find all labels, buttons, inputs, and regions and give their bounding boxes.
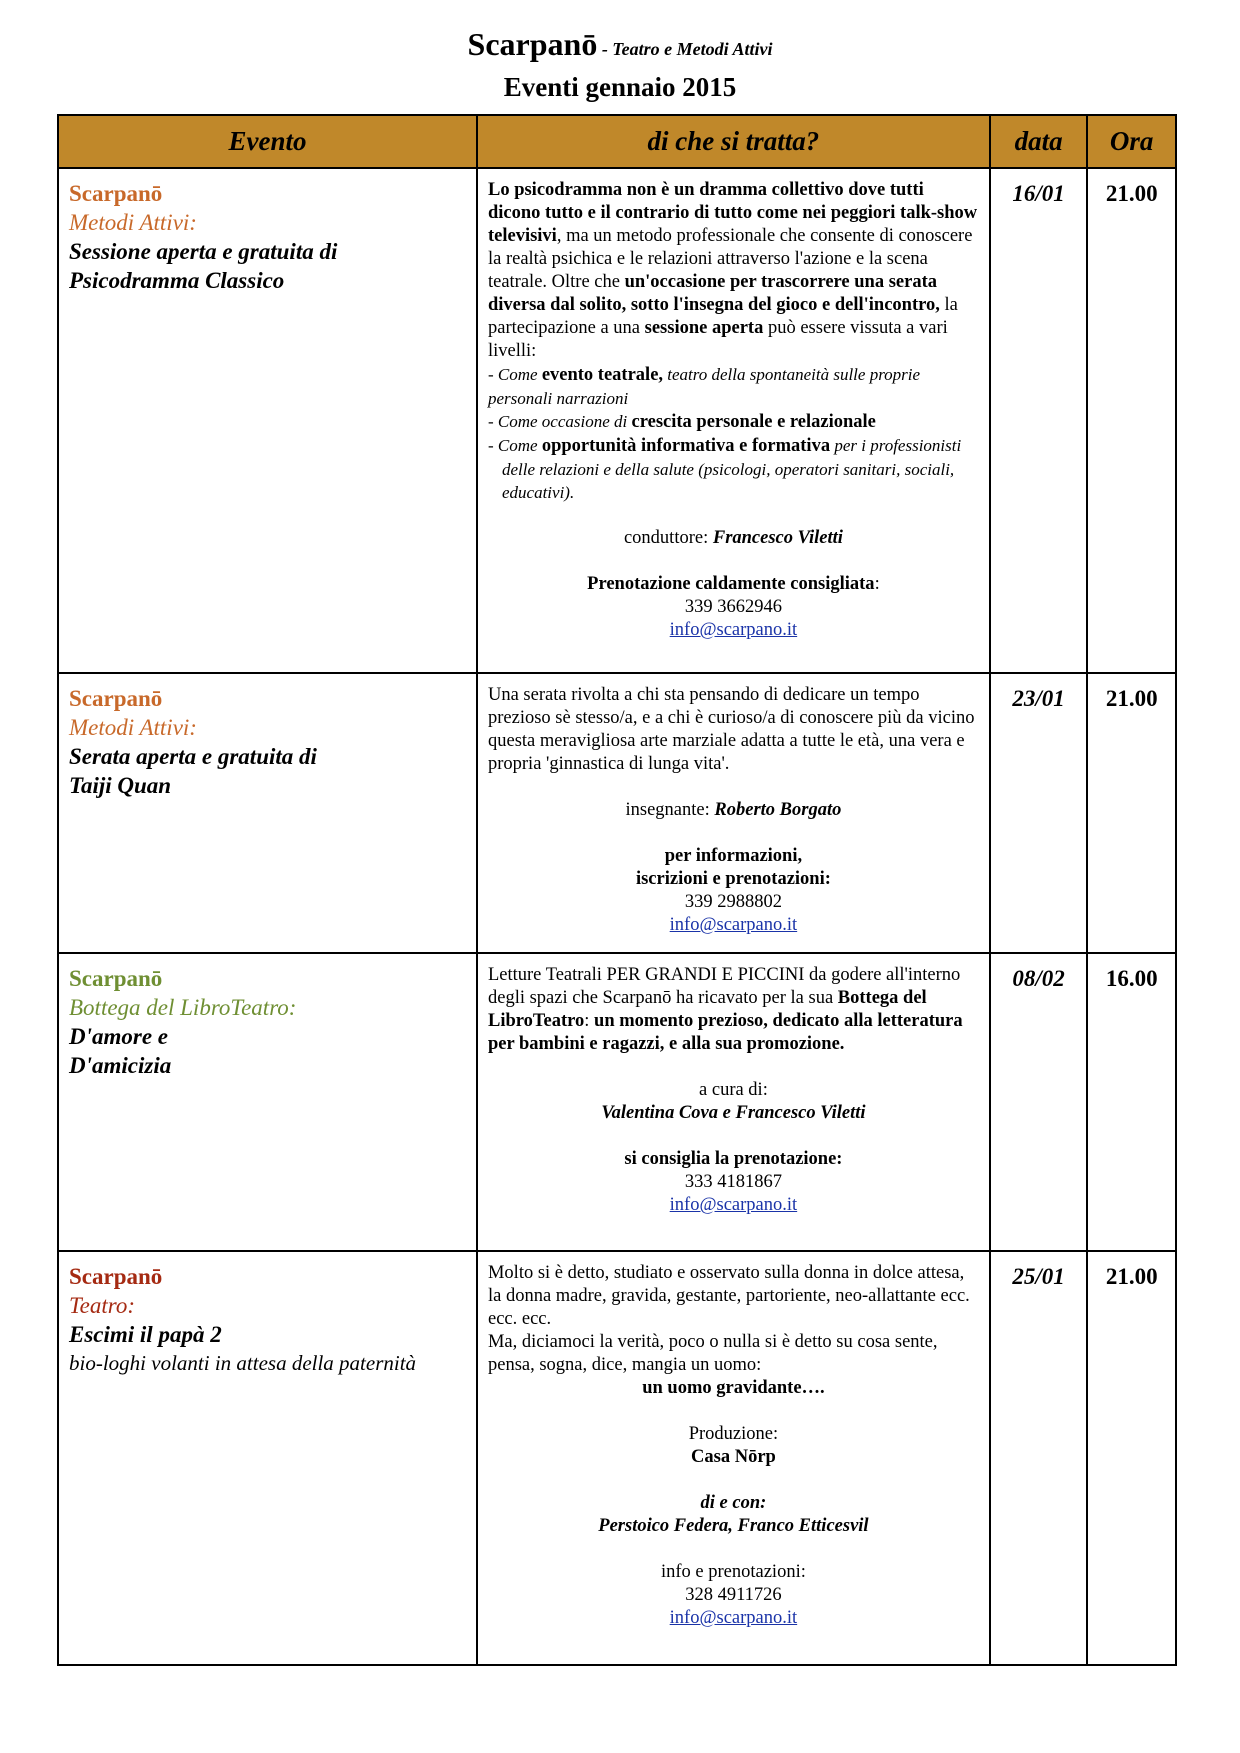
event-date: 25/01 bbox=[990, 1251, 1088, 1665]
event-time: 21.00 bbox=[1087, 168, 1176, 673]
leader-label: insegnante: bbox=[625, 800, 715, 820]
event-title: D'amore e bbox=[69, 1024, 169, 1049]
table-row bbox=[58, 1251, 1176, 1665]
description-list-item bbox=[488, 410, 979, 434]
description-text: la partecipazione a una bbox=[487, 295, 958, 338]
event-category: Teatro: bbox=[69, 1293, 136, 1318]
leader-line bbox=[488, 527, 979, 550]
info-label: per informazioni, bbox=[664, 846, 803, 866]
description-cell bbox=[477, 1251, 990, 1665]
description-bold: sessione aperta bbox=[644, 318, 764, 338]
list-text: teatro della spontaneità sulle proprie personali narrazioni bbox=[487, 365, 921, 408]
description-bold: Bottega del LibroTeatro bbox=[487, 988, 927, 1031]
header-subtitle: - Teatro e Metodi Attivi bbox=[597, 39, 773, 59]
event-title-line2: Taiji Quan bbox=[69, 773, 172, 798]
description-text: Letture Teatrali PER GRANDI E PICCINI da godere all'interno degli spazi che Scarpanō ha ricavato per la sua bbox=[487, 965, 961, 1008]
description-paragraph: Ma, diciamoci la verità, poco o nulla si è detto su cosa sente, pensa, sogna, dice, mangia un uomo: bbox=[487, 1332, 938, 1375]
cast-names: Perstoico Federa, Franco Etticesvil bbox=[598, 1516, 869, 1536]
column-header-description: di che si tratta? bbox=[477, 115, 990, 168]
description-cell bbox=[477, 673, 990, 953]
info-label-line2: iscrizioni e prenotazioni: bbox=[635, 869, 831, 889]
list-bold: evento teatrale, bbox=[541, 365, 664, 385]
event-cell bbox=[58, 673, 477, 953]
event-category: Bottega del LibroTeatro: bbox=[69, 995, 297, 1020]
leader-name: Roberto Borgato bbox=[714, 800, 842, 820]
email-link[interactable]: info@scarpano.it bbox=[669, 620, 798, 640]
info-label: info e prenotazioni: bbox=[660, 1562, 806, 1582]
column-header-ora: Ora bbox=[1087, 115, 1176, 168]
page-title: Eventi gennaio 2015 bbox=[503, 72, 737, 102]
table-row bbox=[58, 673, 1176, 953]
booking-label: si consiglia la prenotazione: bbox=[624, 1149, 843, 1169]
document-header bbox=[0, 24, 1240, 105]
event-title: Escimi il papà 2 bbox=[69, 1322, 222, 1347]
event-title: Serata aperta e gratuita di bbox=[69, 744, 317, 769]
description-paragraph: Molto si è detto, studiato e osservato sulla donna in dolce attesa, la donna madre, gravida, gestante, partoriente, neo-allattante ecc. ecc. ecc. bbox=[487, 1263, 970, 1329]
leader-line bbox=[488, 799, 979, 822]
leader-label: conduttore: bbox=[623, 528, 713, 548]
description-text: può essere vissuta a vari livelli: bbox=[487, 318, 948, 361]
production-label: Produzione: bbox=[688, 1424, 779, 1444]
list-text: - Come bbox=[487, 365, 542, 384]
event-title: Sessione aperta e gratuita di bbox=[69, 239, 338, 264]
event-cell bbox=[58, 168, 477, 673]
header-line-1 bbox=[0, 24, 1240, 69]
description-highlight: un uomo gravidante…. bbox=[642, 1378, 825, 1398]
phone-number: 328 4911726 bbox=[685, 1585, 782, 1605]
description-text: : bbox=[584, 1011, 595, 1031]
events-table bbox=[57, 114, 1177, 1666]
description-list-item bbox=[488, 363, 979, 410]
list-bold: crescita personale e relazionale bbox=[631, 412, 876, 432]
event-title-line2: Psicodramma Classico bbox=[69, 268, 285, 293]
curator-label: a cura di: bbox=[699, 1080, 768, 1100]
phone-number: 339 3662946 bbox=[684, 597, 782, 617]
description-list-item bbox=[488, 434, 979, 504]
description-bold: Lo psicodramma non è un dramma collettivo dove tutti dicono tutto e il contrario di tutto come nei peggiori talk-show televisivi bbox=[487, 180, 978, 246]
leader-name: Francesco Viletti bbox=[712, 528, 843, 548]
list-text: - Come bbox=[487, 436, 542, 455]
table-header-row bbox=[58, 115, 1176, 168]
event-brand: Scarpanō bbox=[69, 966, 163, 991]
header-brand: Scarpanō bbox=[467, 26, 598, 62]
description-paragraph bbox=[488, 964, 979, 1056]
event-brand: Scarpanō bbox=[69, 1264, 163, 1289]
table-row bbox=[58, 953, 1176, 1251]
booking-line bbox=[488, 573, 979, 596]
description-cell bbox=[477, 953, 990, 1251]
event-subtitle: bio-loghi volanti in attesa della paternità bbox=[69, 1351, 417, 1375]
email-link[interactable]: info@scarpano.it bbox=[669, 1608, 798, 1628]
event-date: 08/02 bbox=[990, 953, 1088, 1251]
description-text: , ma un metodo professionale che consente di conoscere la realtà psichica e le relazioni attraverso l'azione e la scena teatrale. Oltre che bbox=[487, 226, 973, 292]
phone-number: 339 2988802 bbox=[684, 892, 782, 912]
event-cell bbox=[58, 953, 477, 1251]
description-paragraph bbox=[488, 179, 979, 363]
description-bold: un momento prezioso, dedicato alla letteratura per bambini e ragazzi, e alla sua promozione. bbox=[487, 1011, 963, 1054]
event-brand: Scarpanō bbox=[69, 181, 163, 206]
phone-number: 333 4181867 bbox=[684, 1172, 782, 1192]
table-row bbox=[58, 168, 1176, 673]
list-text: - Come occasione di bbox=[487, 412, 632, 431]
event-time: 21.00 bbox=[1087, 1251, 1176, 1665]
event-category: Metodi Attivi: bbox=[69, 210, 197, 235]
event-title-line2: D'amicizia bbox=[69, 1053, 172, 1078]
event-time: 16.00 bbox=[1087, 953, 1176, 1251]
production-name: Casa Nōrp bbox=[691, 1447, 776, 1467]
curator-names: Valentina Cova e Francesco Viletti bbox=[601, 1103, 866, 1123]
event-date: 23/01 bbox=[990, 673, 1088, 953]
description-paragraph: Una serata rivolta a chi sta pensando di dedicare un tempo prezioso sè stesso/a, e a chi è curioso/a di conoscere più da vicino questa meravigliosa arte marziale adatta a tutte le età, una vera e propria 'ginnastica di lunga vita'. bbox=[487, 685, 975, 774]
event-cell bbox=[58, 1251, 477, 1665]
event-time: 21.00 bbox=[1087, 673, 1176, 953]
list-text: per i professionisti delle relazioni e della salute (psicologi, operatori sanitari, sociali, educativi). bbox=[501, 436, 962, 502]
column-header-evento: Evento bbox=[58, 115, 477, 168]
event-date: 16/01 bbox=[990, 168, 1088, 673]
email-link[interactable]: info@scarpano.it bbox=[669, 915, 798, 935]
booking-label: Prenotazione caldamente consigliata bbox=[587, 574, 875, 594]
description-bold: un'occasione per trascorrere una serata diversa dal solito, sotto l'insegna del gioco e dell'incontro, bbox=[487, 272, 940, 315]
cast-label: di e con: bbox=[700, 1493, 767, 1513]
event-brand: Scarpanō bbox=[69, 686, 163, 711]
list-bold: opportunità informativa e formativa bbox=[541, 436, 831, 456]
email-link[interactable]: info@scarpano.it bbox=[669, 1195, 798, 1215]
booking-colon: : bbox=[874, 574, 880, 594]
event-category: Metodi Attivi: bbox=[69, 715, 197, 740]
column-header-data: data bbox=[990, 115, 1088, 168]
description-cell bbox=[477, 168, 990, 673]
